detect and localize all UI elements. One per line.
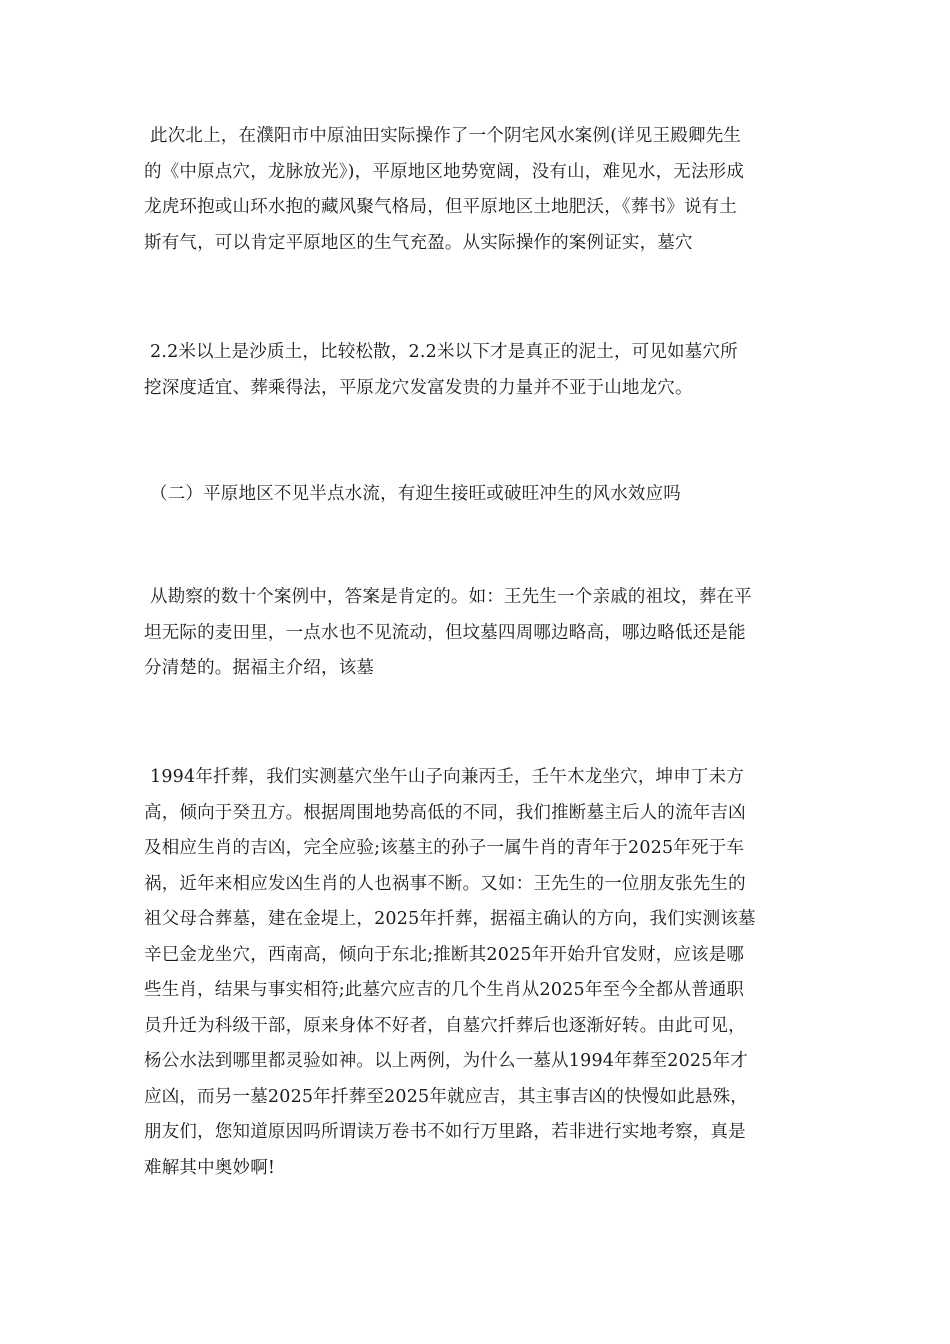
- text-line: 及相应生肖的吉凶，完全应验;该墓主的孙子一属牛肖的青年于2025年死于车: [144, 838, 745, 858]
- text-line: 高，倾向于癸丑方。根据周围地势高低的不同，我们推断墓主后人的流年吉凶: [144, 802, 746, 823]
- text-line: 1994年扦葬，我们实测墓穴坐午山子向兼丙壬，壬午木龙坐穴，坤申丁未方: [150, 767, 745, 787]
- text-line: 些生肖，结果与事实相符;此墓穴应吉的几个生肖从2025年至今全都从普通职: [144, 980, 745, 1000]
- text-line: 杨公水法到哪里都灵验如神。以上两例，为什么一墓从1994年葬至2025年才: [144, 1051, 748, 1071]
- text-line: 斯有气，可以肯定平原地区的生气充盈。从实际操作的案例证实，墓穴: [144, 232, 693, 253]
- text-line: 龙虎环抱或山环水抱的藏风聚气格局，但平原地区土地肥沃，《葬书》说有土: [144, 197, 738, 217]
- paragraph-3: [144, 580, 808, 687]
- text-line: 祸，近年来相应发凶生肖的人也祸事不断。又如：王先生的一位朋友张先生的: [144, 873, 746, 894]
- text-line: 祖父母合葬墓，建在金堤上，2025年扦葬，据福主确认的方向，我们实测该墓: [144, 909, 756, 929]
- text-line: 此次北上，在濮阳市中原油田实际操作了一个阴宅风水案例(详见王殿卿先生: [150, 126, 742, 146]
- heading-line: （二）平原地区不见半点水流，有迎生接旺或破旺冲生的风水效应吗: [150, 484, 681, 504]
- paragraph-1: [144, 119, 808, 261]
- text-line: 应凶，而另一墓2025年扦葬至2025年就应吉，其主事吉凶的快慢如此悬殊，: [144, 1086, 748, 1107]
- text-line: 辛巳金龙坐穴，西南高，倾向于东北;推断其2025年开始升官发财，应该是哪: [144, 944, 745, 965]
- text-line: 坦无际的麦田里，一点水也不见流动，但坟墓四周哪边略高，哪边略低还是能: [144, 622, 746, 643]
- text-line: 从勘察的数十个案例中，答案是肯定的。如：王先生一个亲戚的祖坟，葬在平: [150, 587, 752, 607]
- text-line: 的《中原点穴，龙脉放光》)，平原地区地势宽阔，没有山，难见水，无法形成: [144, 161, 745, 182]
- paragraph-2: [144, 335, 808, 406]
- section-heading: [144, 477, 808, 513]
- text-line: 2.2米以上是沙质土，比较松散，2.2米以下才是真正的泥土，可见如墓穴所: [150, 342, 738, 362]
- paragraph-4: [144, 760, 808, 1186]
- text-line: 员升迁为科级干部，原来身体不好者，自墓穴扦葬后也逐渐好转。由此可见，: [144, 1015, 746, 1036]
- text-line: 难解其中奥妙啊!: [144, 1157, 276, 1178]
- text-line: 朋友们，您知道原因吗所谓读万卷书不如行万里路，若非进行实地考察，真是: [144, 1122, 746, 1142]
- text-line: 分清楚的。据福主介绍，该墓: [144, 658, 375, 678]
- text-line: 挖深度适宜、葬乘得法，平原龙穴发富发贵的力量并不亚于山地龙穴。: [144, 377, 693, 398]
